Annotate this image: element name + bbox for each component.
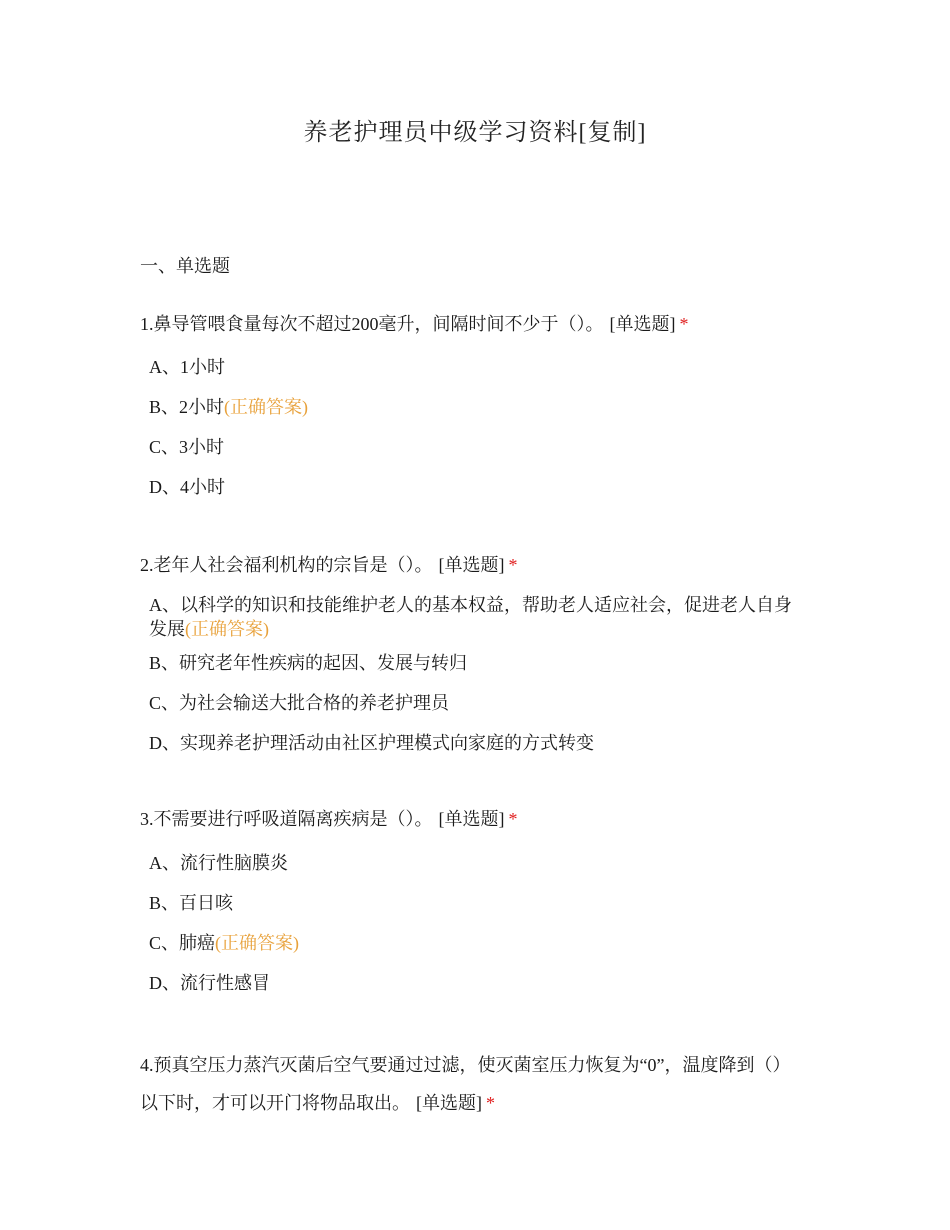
option-c[interactable]: C、肺癌(正确答案) [149, 933, 300, 953]
required-mark: * [679, 314, 689, 334]
section-heading: 一、单选题 [140, 256, 230, 276]
question-text: 2.老年人社会福利机构的宗旨是（）。 [140, 555, 433, 575]
question-stem [140, 310, 820, 338]
option-b[interactable]: B、研究老年性疾病的起因、发展与转归 [149, 653, 468, 673]
question-stem [140, 805, 820, 833]
question-type: [单选题] [416, 1093, 482, 1113]
option-b[interactable]: B、百日咳 [149, 893, 234, 913]
question-type: [单选题] [438, 555, 505, 575]
question-stem [140, 1046, 790, 1122]
correct-answer-label: (正确答案) [185, 619, 269, 639]
option-a[interactable]: A、以科学的知识和技能维护老人的基本权益，帮助老人适应社会，促进老人自身发展(正确答案) [149, 595, 792, 639]
correct-answer-label: (正确答案) [224, 397, 309, 417]
option-d[interactable]: D、4小时 [149, 477, 225, 497]
option-a[interactable]: A、1小时 [149, 357, 225, 377]
required-mark: * [508, 555, 518, 575]
question-type: [单选题] [438, 809, 505, 829]
option-d[interactable]: D、实现养老护理活动由社区护理模式向家庭的方式转变 [149, 733, 594, 753]
correct-answer-label: (正确答案) [215, 933, 300, 953]
question-text: 1.鼻导管喂食量每次不超过200毫升，间隔时间不少于（）。 [140, 314, 604, 334]
required-mark: * [486, 1093, 495, 1113]
page-title: 养老护理员中级学习资料[复制] [303, 120, 647, 146]
question-type: [单选题] [609, 314, 676, 334]
option-b[interactable]: B、2小时(正确答案) [149, 397, 309, 417]
option-d[interactable]: D、流行性感冒 [149, 973, 270, 993]
question-2 [140, 551, 820, 753]
question-1 [140, 310, 820, 497]
question-stem [140, 551, 820, 579]
required-mark: * [508, 809, 518, 829]
option-c[interactable]: C、为社会输送大批合格的养老护理员 [149, 693, 450, 713]
question-3 [140, 805, 820, 993]
question-4 [140, 1046, 790, 1122]
option-c[interactable]: C、3小时 [149, 437, 225, 457]
question-text: 4.预真空压力蒸汽灭菌后空气要通过过滤，使灭菌室压力恢复为“0”，温度降到（）以下时，才可以开门将物品取出。 [140, 1055, 782, 1113]
question-text: 3.不需要进行呼吸道隔离疾病是（）。 [140, 809, 433, 829]
option-a[interactable]: A、流行性脑膜炎 [149, 853, 288, 873]
